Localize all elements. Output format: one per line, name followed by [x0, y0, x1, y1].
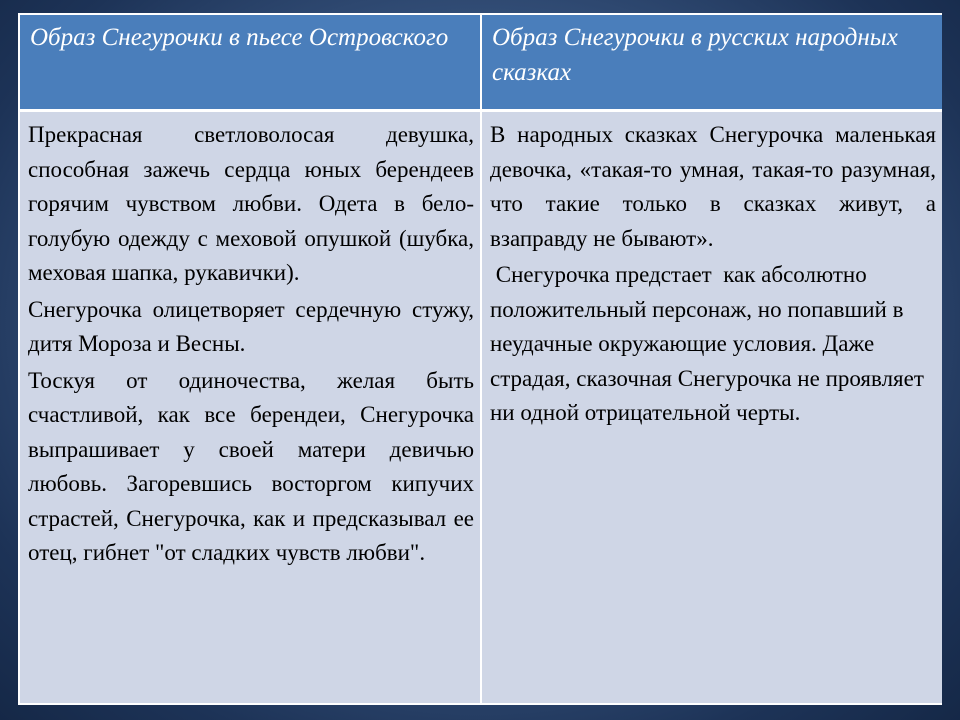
cell-folk-tales-description [482, 109, 942, 703]
folk-paragraph-girl: В народных сказках Снегурочка маленькая девочка, «такая-то умная, такая-то разумная, что такие только в сказках живут, а взаправду не бывают». [490, 122, 936, 251]
cell-ostrovsky-description [20, 109, 482, 703]
ostrovsky-paragraph-fate: Тоскуя от одиночества, желая быть счастливой, как все берендеи, Снегурочка выпрашивает у своей матери девичью любовь. Загоревшись восторгом кипучих страстей, Снегурочка, как и предсказывал ее отец, гибнет "от сладких чувств любви". [28, 367, 474, 565]
header-ostrovsky-text: Образ Снегурочки в пьесе Островского [30, 24, 449, 51]
comparison-table [18, 13, 942, 705]
header-folk-tales [482, 15, 942, 109]
header-folk-tales-text: Образ Снегурочки в русских народных сказках [492, 24, 898, 86]
ostrovsky-paragraph-appearance: Прекрасная светловолосая девушка, способная зажечь сердца юных берендеев горячим чувством любви. Одета в бело-голубую одежду с меховой опушкой (шубка, меховая шапка, рукавички). [28, 122, 474, 285]
folk-paragraph-character: Снегурочка предстает как абсолютно положительный персонаж, но попавший в неудачные окружающие условия. Даже страдая, сказочная Снегурочка не проявляет ни одной отрицательной черты. [490, 262, 930, 425]
header-ostrovsky [20, 15, 482, 109]
ostrovsky-paragraph-symbol: Снегурочка олицетворяет сердечную стужу, дитя Мороза и Весны. [28, 296, 474, 356]
